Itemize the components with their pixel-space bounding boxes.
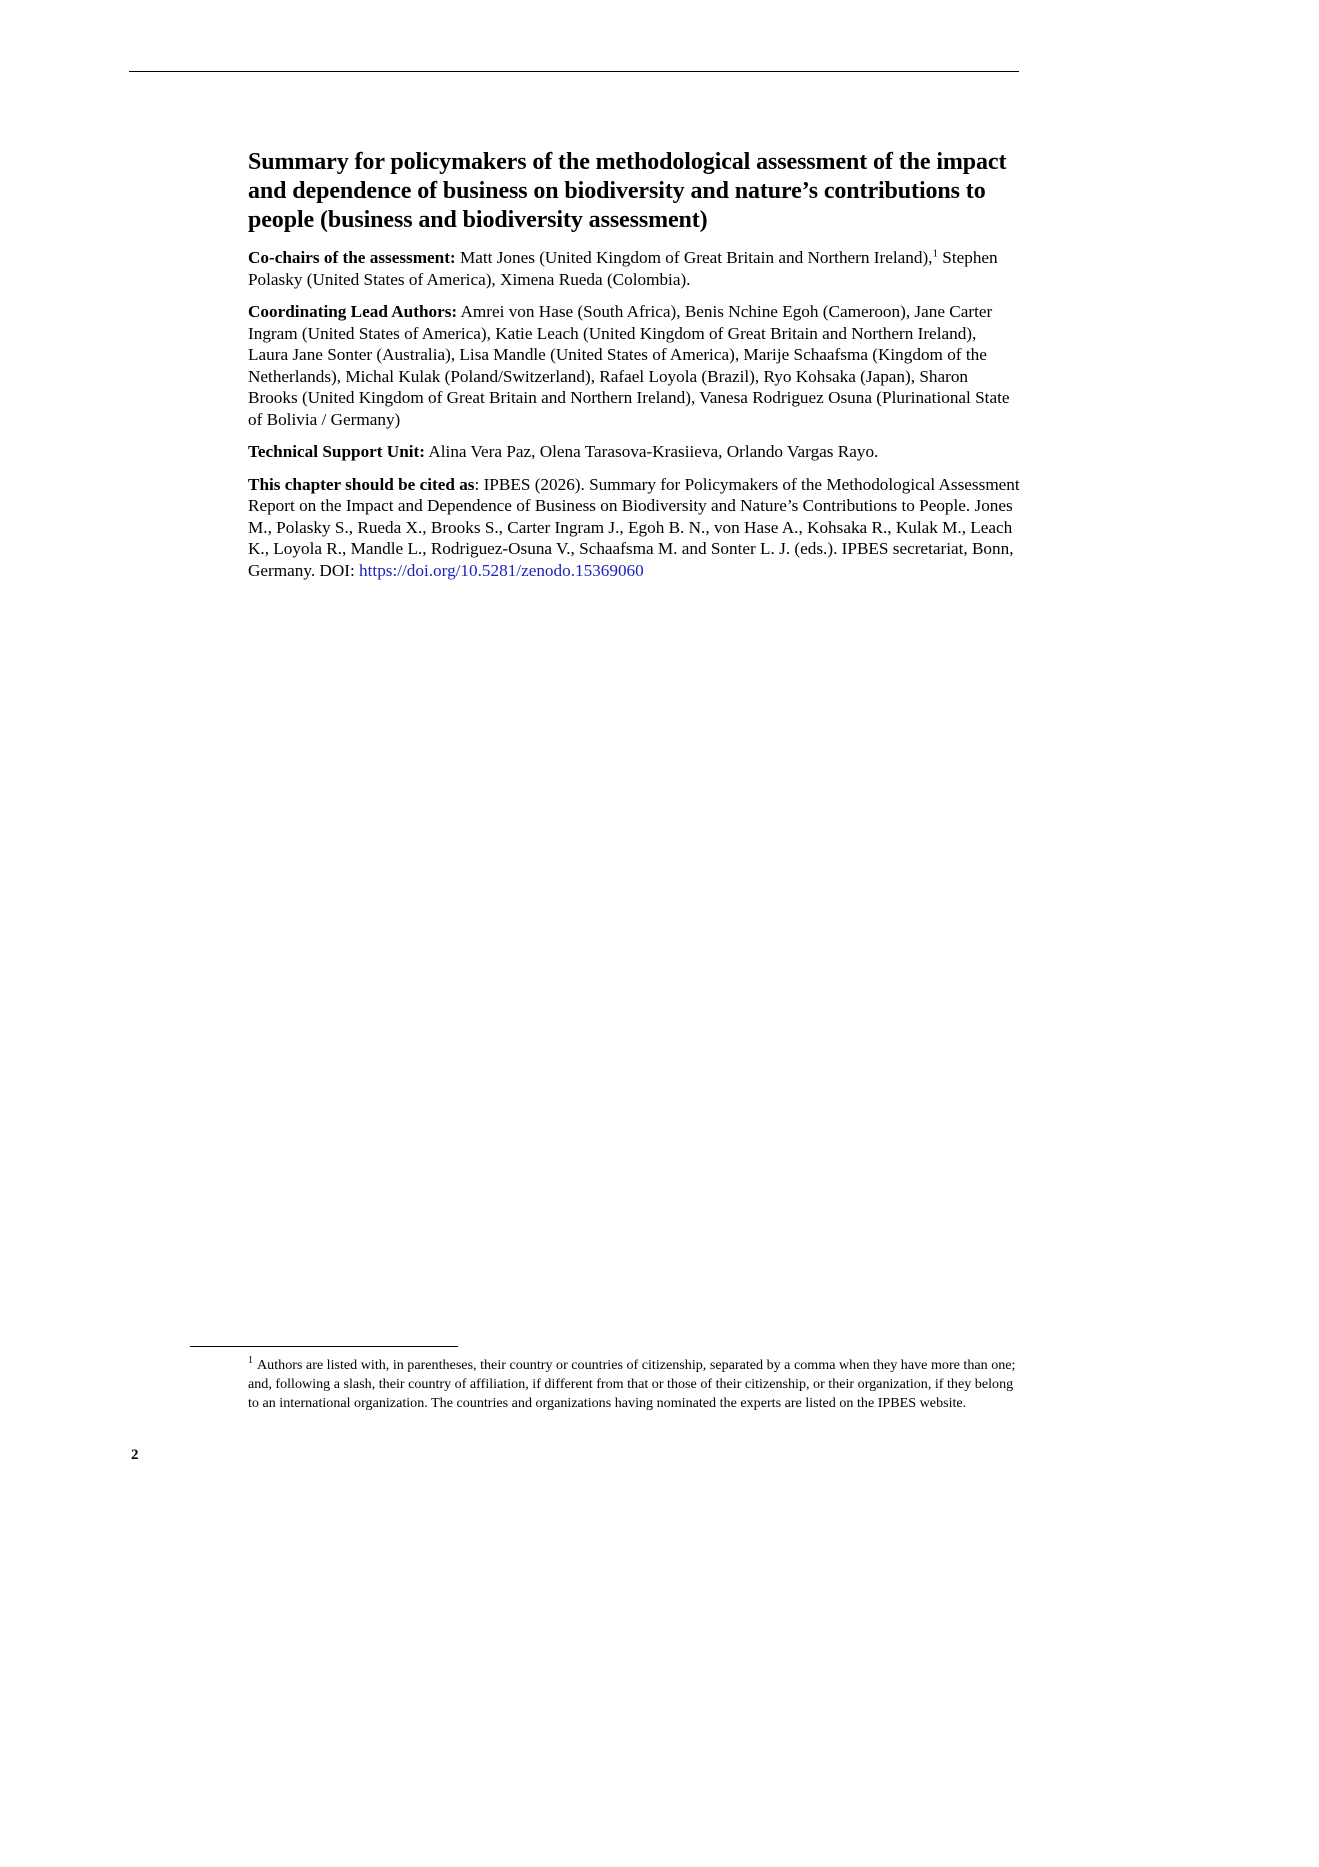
co-chairs-paragraph	[248, 247, 1020, 290]
doi-link[interactable]: https://doi.org/10.5281/zenodo.15369060	[359, 560, 644, 580]
footnote-mark: 1	[248, 1355, 253, 1367]
citation-label: This chapter should be cited as	[248, 474, 475, 494]
document-title: Summary for policymakers of the methodological assessment of the impact and dependence of business on biodiversity and nature’s contributions to people (business and biodiversity assessment)	[248, 149, 1007, 233]
co-chairs-text-continued: Stephen Polasky (United States of America), Ximena Rueda (Colombia).	[248, 248, 998, 289]
technical-support-unit-paragraph	[248, 441, 1020, 463]
page-number: 2	[131, 1447, 139, 1463]
coordinating-lead-authors-paragraph	[248, 301, 1020, 430]
citation-paragraph	[248, 474, 1020, 582]
footnote-reference[interactable]: 1	[932, 247, 938, 260]
citation-text: : IPBES (2026). Summary for Policymakers of the Methodological Assessment Report on the Impact and Dependence of Business on Biodiversity and Nature’s Contributions to People. Jones M., Polasky S., Rueda X., Brooks S., Carter Ingram J., Egoh B. N., von Hase A., Kohsaka R., Kulak M., Leach K., Loyola R., Mandle L., Rodriguez-Osuna V., Schaafsma M. and Sonter L. J. (eds.). IPBES secretariat, Bonn, Germany. DOI:	[248, 474, 1020, 580]
technical-support-unit-text: Alina Vera Paz, Olena Tarasova-Krasiieva, Orlando Vargas Rayo.	[425, 442, 879, 461]
technical-support-unit-label: Technical Support Unit:	[248, 442, 426, 461]
footnote-text: Authors are listed with, in parentheses, their country or countries of citizenship, separated by a comma when they have more than one; and, following a slash, their country of affiliation, if different from that or those of their citizenship, or their organization, if they belong to an international organization. The countries and organizations having nominated the experts are listed on the IPBES website.	[248, 1357, 1016, 1412]
footnote-separator	[190, 1346, 458, 1347]
header-rule	[129, 71, 1019, 72]
co-chairs-text: Matt Jones (United Kingdom of Great Britain and Northern Ireland),	[455, 248, 933, 267]
page-content	[248, 148, 1020, 592]
footnote	[248, 1356, 1018, 1414]
coordinating-lead-authors-text: Amrei von Hase (South Africa), Benis Nchine Egoh (Cameroon), Jane Carter Ingram (United States of America), Katie Leach (United Kingdom of Great Britain and Northern Ireland), Laura Jane Sonter (Australia), Lisa Mandle (United States of America), Marije Schaafsma (Kingdom of the Netherlands), Michal Kulak (Poland/Switzerland), Rafael Loyola (Brazil), Ryo Kohsaka (Japan), Sharon Brooks (United Kingdom of Great Britain and Northern Ireland), Vanesa Rodriguez Osuna (Plurinational State of Bolivia / Germany)	[248, 302, 1010, 429]
coordinating-lead-authors-label: Coordinating Lead Authors:	[248, 302, 458, 321]
co-chairs-label: Co-chairs of the assessment:	[248, 248, 456, 267]
